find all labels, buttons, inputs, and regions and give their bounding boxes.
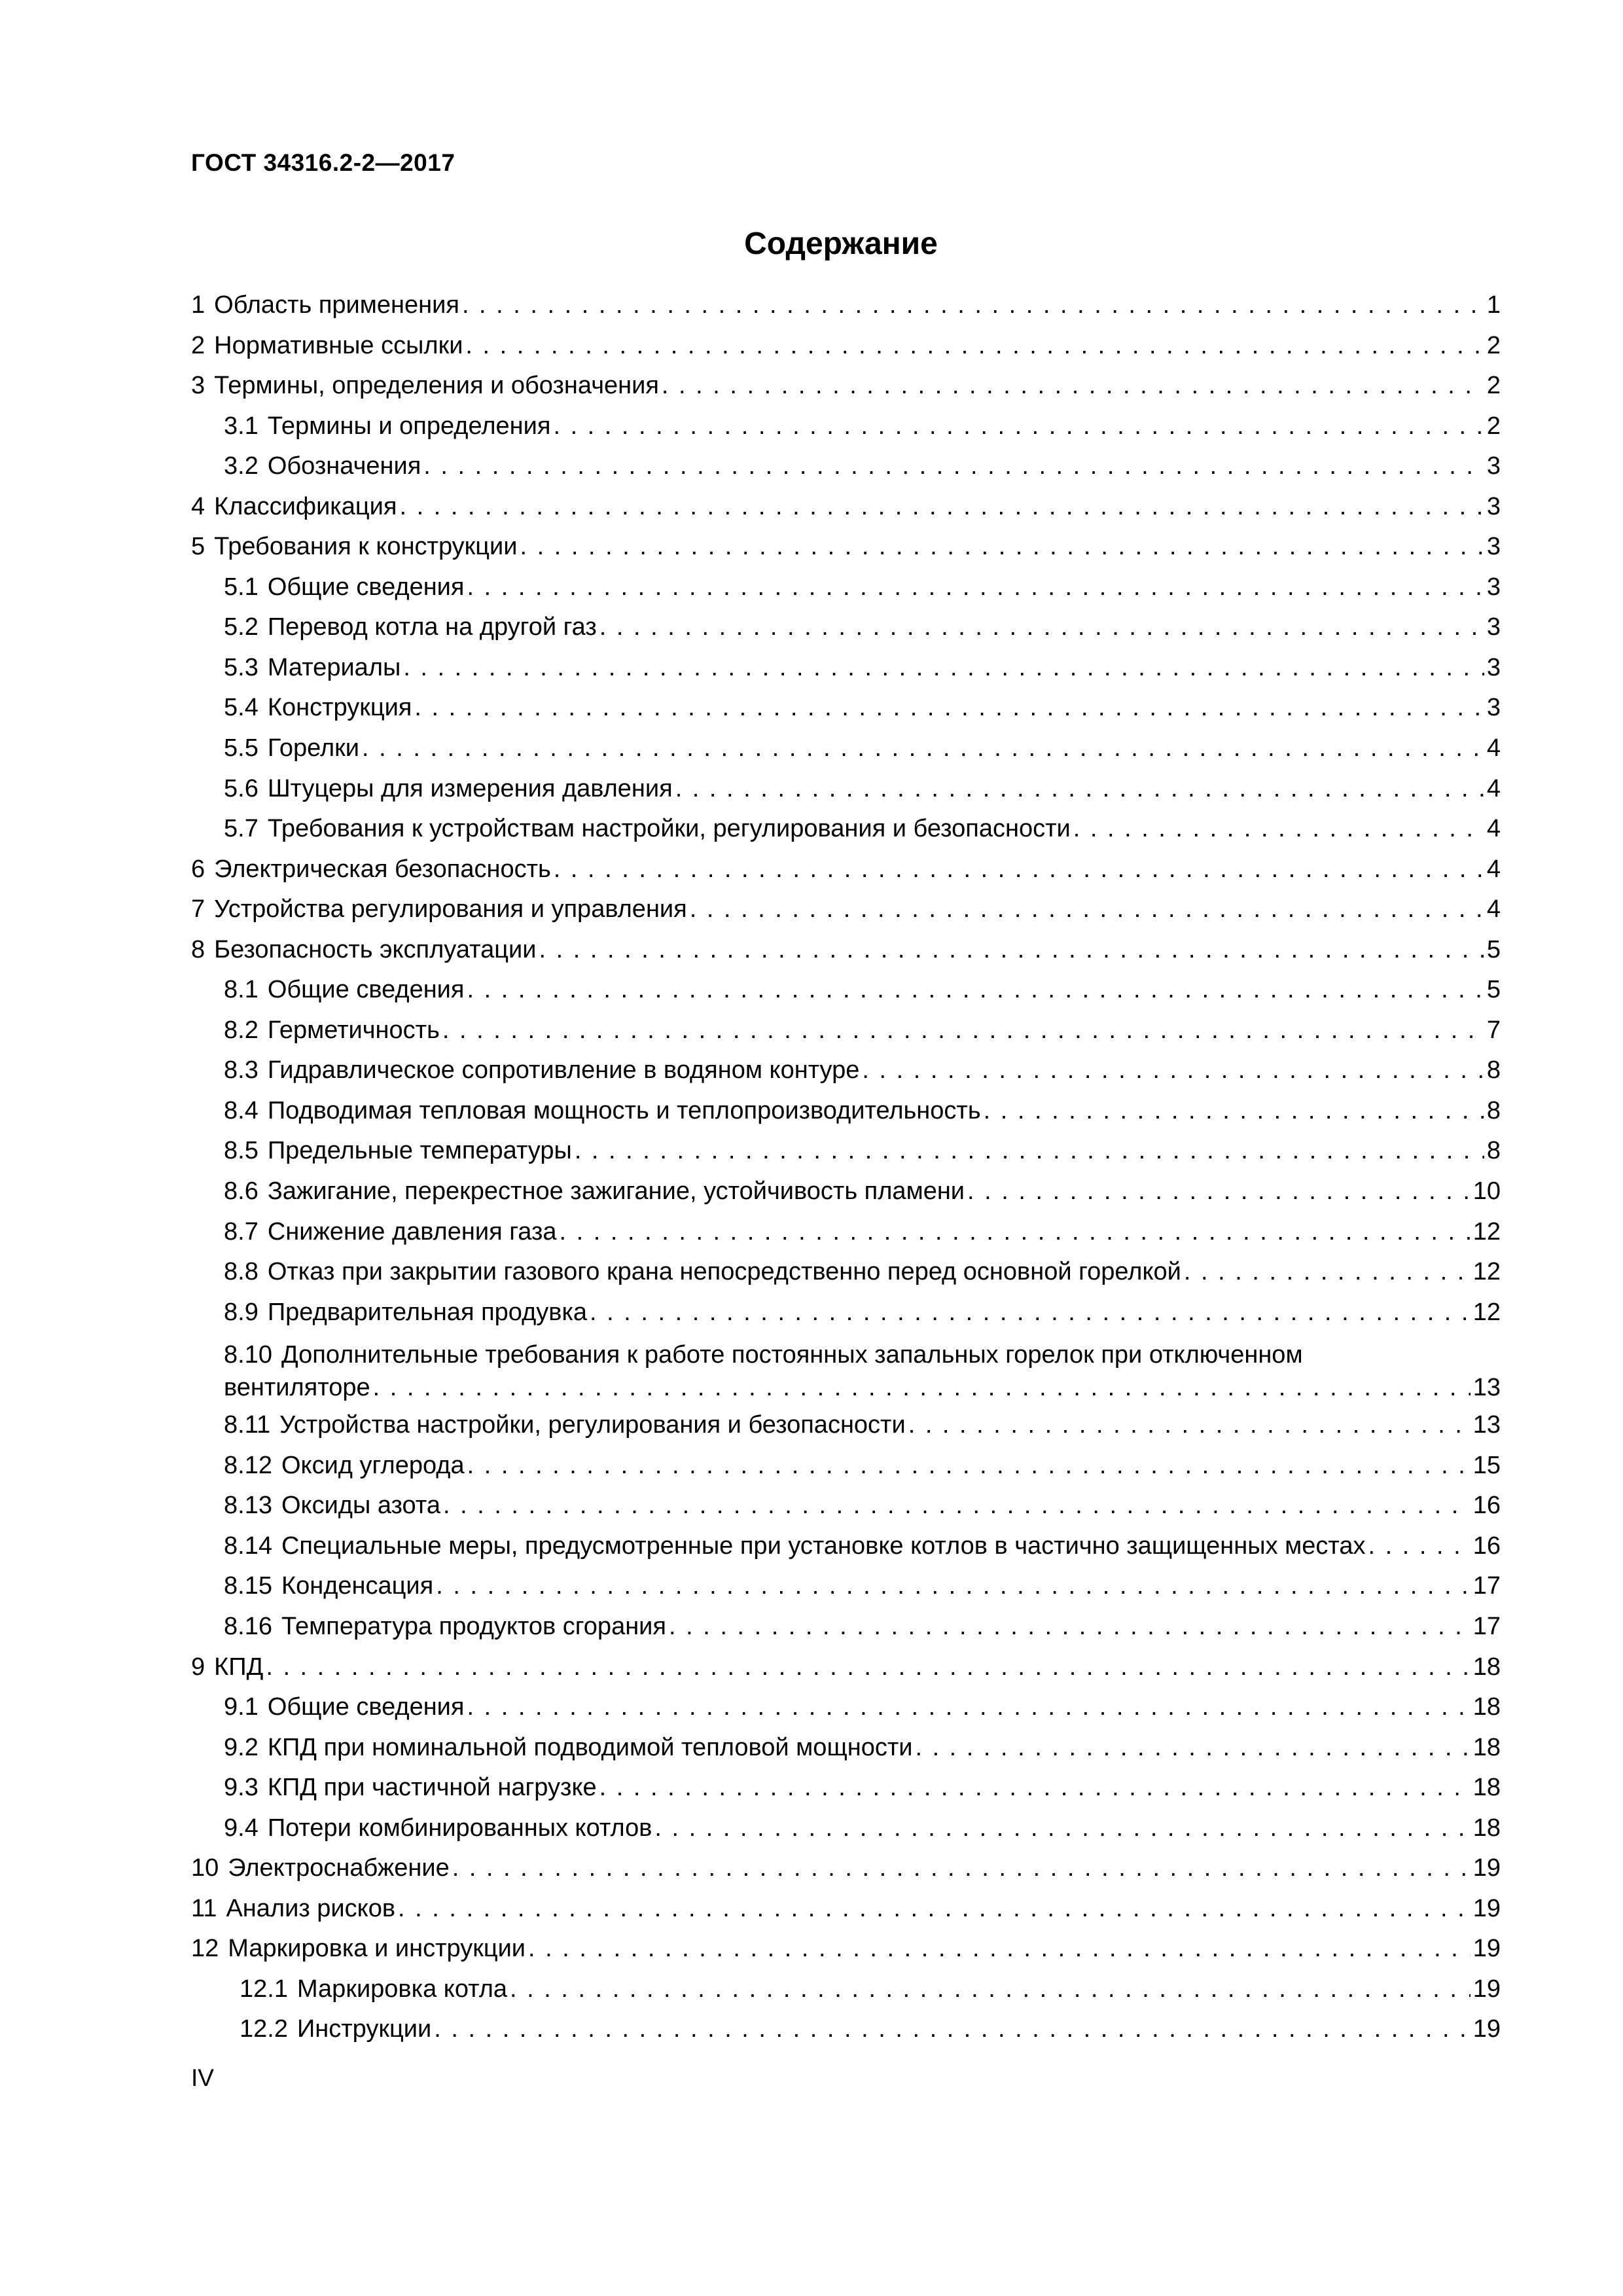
toc-dot-leader xyxy=(414,694,1484,722)
toc-entry-number: 5.3 xyxy=(224,653,259,681)
toc-entry-page: 3 xyxy=(1486,653,1501,681)
page-number: IV xyxy=(191,2064,214,2091)
toc-entry[interactable] xyxy=(191,573,1501,614)
toc-entry-page: 2 xyxy=(1486,372,1501,400)
toc-dot-leader xyxy=(467,573,1484,601)
toc-entry[interactable] xyxy=(191,2015,1501,2056)
toc-title: Содержание xyxy=(744,226,938,261)
toc-entry-number: 2 xyxy=(191,331,205,359)
toc-entry-label: Конструкция xyxy=(267,694,412,722)
toc-entry-page: 5 xyxy=(1486,935,1501,963)
toc-entry-page: 4 xyxy=(1486,855,1501,883)
toc-entry-label: КПД xyxy=(214,1653,264,1681)
toc-entry-page: 3 xyxy=(1486,613,1501,641)
toc-entry-label: Конденсация xyxy=(281,1572,434,1600)
toc-entry-label: Зажигание, перекрестное зажигание, устойчивость пламени xyxy=(267,1177,965,1206)
toc-entry-number: 10 xyxy=(191,1854,219,1882)
toc-entry[interactable] xyxy=(191,1097,1501,1138)
toc-dot-leader xyxy=(575,1137,1484,1165)
toc-entry-page: 7 xyxy=(1486,1016,1501,1044)
toc-entry-page: 4 xyxy=(1486,895,1501,924)
toc-entry[interactable] xyxy=(191,1532,1501,1573)
toc-entry-label: Термины и определения xyxy=(267,412,551,440)
toc-entry[interactable] xyxy=(191,1693,1501,1734)
toc-entry-number: 9.4 xyxy=(224,1814,259,1842)
toc-entry-number: 8.16 xyxy=(224,1612,272,1640)
toc-dot-leader xyxy=(434,2015,1470,2043)
toc-entry-page: 19 xyxy=(1472,1975,1501,2003)
toc-entry-number: 8.6 xyxy=(224,1177,259,1206)
toc-dot-leader xyxy=(690,895,1484,924)
toc-entry-label: Гидравлическое сопротивление в водяном контуре xyxy=(267,1056,860,1085)
toc-entry-page: 13 xyxy=(1472,1374,1501,1402)
toc-entry-number: 12 xyxy=(191,1935,219,1963)
toc-dot-leader xyxy=(662,372,1484,400)
toc-dot-leader xyxy=(862,1056,1484,1085)
toc-dot-leader xyxy=(510,1975,1471,2003)
toc-entry-page: 19 xyxy=(1472,2015,1501,2043)
toc-entry-number: 1 xyxy=(191,291,205,319)
toc-entry-second-line xyxy=(224,1371,1501,1404)
toc-entry-label: Общие сведения xyxy=(267,976,465,1004)
toc-entry-label: Маркировка и инструкции xyxy=(228,1935,526,1963)
toc-dot-leader xyxy=(467,976,1484,1004)
toc-entry-page: 16 xyxy=(1472,1532,1501,1560)
toc-entry-number: 12.1 xyxy=(240,1975,288,2003)
toc-entry[interactable] xyxy=(191,1613,1501,1653)
toc-entry[interactable] xyxy=(191,1653,1501,1694)
toc-entry[interactable] xyxy=(191,1814,1501,1855)
table-of-contents xyxy=(191,291,1501,2056)
toc-entry-page: 18 xyxy=(1472,1653,1501,1681)
toc-entry-number: 11 xyxy=(191,1894,217,1922)
toc-entry-label: Обозначения xyxy=(267,452,421,480)
toc-dot-leader xyxy=(373,1371,1471,1404)
toc-entry-number: 5.2 xyxy=(224,613,259,641)
toc-entry-number: 3.2 xyxy=(224,452,259,480)
toc-entry-number: 9.1 xyxy=(224,1693,259,1721)
toc-entry[interactable] xyxy=(191,775,1501,816)
toc-entry-number: 9.2 xyxy=(224,1733,259,1761)
toc-entry-label: Материалы xyxy=(267,653,401,681)
toc-entry-number: 8.7 xyxy=(224,1217,259,1246)
toc-entry-label: Требования к конструкции xyxy=(214,533,518,561)
toc-dot-leader xyxy=(465,332,1484,360)
toc-entry-label: Устройства регулирования и управления xyxy=(214,895,687,924)
toc-entry[interactable] xyxy=(191,1774,1501,1814)
toc-entry-page: 5 xyxy=(1486,976,1501,1004)
toc-entry-label: Требования к устройствам настройки, регулирования и безопасности xyxy=(267,815,1071,843)
toc-entry[interactable] xyxy=(191,976,1501,1016)
toc-dot-leader xyxy=(436,1572,1471,1600)
toc-entry-label: Герметичность xyxy=(267,1016,440,1044)
toc-entry-number: 5.6 xyxy=(224,774,259,802)
toc-entry-page: 1 xyxy=(1486,291,1501,319)
toc-entry-label: Снижение давления газа xyxy=(267,1217,557,1246)
toc-dot-leader xyxy=(398,1895,1471,1923)
toc-entry-label: Классификация xyxy=(214,492,397,520)
toc-dot-leader xyxy=(403,654,1484,682)
toc-dot-leader xyxy=(560,1218,1471,1246)
toc-entry-label: Общие сведения xyxy=(267,1693,465,1721)
toc-entry-label: Отказ при закрытии газового крана непосредственно перед основной горелкой xyxy=(267,1258,1181,1286)
toc-entry[interactable] xyxy=(191,1572,1501,1613)
toc-entry-label: Потери комбинированных котлов xyxy=(267,1814,652,1842)
toc-entry-number: 3 xyxy=(191,372,205,400)
toc-entry-page: 8 xyxy=(1486,1096,1501,1124)
toc-dot-leader xyxy=(539,936,1484,964)
toc-entry-page: 18 xyxy=(1472,1733,1501,1761)
toc-entry-label: Общие сведения xyxy=(267,573,465,601)
toc-entry[interactable] xyxy=(191,1177,1501,1218)
toc-entry[interactable] xyxy=(191,372,1501,412)
toc-entry-page: 12 xyxy=(1472,1298,1501,1326)
toc-entry-number: 5.5 xyxy=(224,734,259,762)
toc-entry[interactable] xyxy=(191,1734,1501,1774)
toc-entry-number: 3.1 xyxy=(224,412,259,440)
toc-entry-page: 2 xyxy=(1486,331,1501,359)
toc-dot-leader xyxy=(1184,1258,1471,1286)
toc-entry-page: 13 xyxy=(1472,1411,1501,1439)
toc-entry-number: 9 xyxy=(191,1653,205,1681)
toc-entry[interactable] xyxy=(191,1975,1501,2016)
toc-entry-label: Перевод котла на другой газ xyxy=(267,613,597,641)
toc-entry-page: 3 xyxy=(1486,492,1501,520)
toc-entry-label-continued: вентиляторе xyxy=(224,1374,370,1402)
toc-entry-label: Электроснабжение xyxy=(228,1854,450,1882)
toc-dot-leader xyxy=(443,1492,1471,1520)
toc-entry-label: Штуцеры для измерения давления xyxy=(267,774,673,802)
toc-entry-page: 8 xyxy=(1486,1137,1501,1165)
toc-dot-leader xyxy=(908,1411,1471,1439)
toc-entry[interactable] xyxy=(191,694,1501,734)
toc-entry-number: 5.4 xyxy=(224,694,259,722)
toc-entry-page: 19 xyxy=(1472,1894,1501,1922)
toc-entry-label: Электрическая безопасность xyxy=(214,855,551,883)
toc-entry-label: Оксиды азота xyxy=(281,1492,440,1520)
toc-entry[interactable] xyxy=(191,1854,1501,1895)
toc-entry-page: 3 xyxy=(1486,452,1501,480)
toc-entry-page: 18 xyxy=(1472,1814,1501,1842)
toc-entry-label: Маркировка котла xyxy=(296,1975,508,2003)
toc-dot-leader xyxy=(462,291,1484,319)
toc-entry-page: 8 xyxy=(1486,1056,1501,1085)
toc-entry-page: 3 xyxy=(1486,694,1501,722)
toc-entry-first-line xyxy=(224,1338,1501,1371)
toc-entry-label: Предварительная продувка xyxy=(267,1298,588,1326)
toc-dot-leader xyxy=(528,1935,1471,1963)
toc-entry-label: Безопасность эксплуатации xyxy=(214,935,537,963)
toc-entry-number: 8.3 xyxy=(224,1056,259,1085)
toc-entry-number: 8.11 xyxy=(224,1411,271,1439)
toc-entry[interactable] xyxy=(191,734,1501,775)
toc-entry-number: 8.13 xyxy=(224,1492,272,1520)
toc-entry[interactable] xyxy=(191,895,1501,936)
toc-entry-number: 8.2 xyxy=(224,1016,259,1044)
toc-entry-label: Предельные температуры xyxy=(267,1137,572,1165)
toc-entry-label: Подводимая тепловая мощность и теплопроизводительность xyxy=(267,1096,981,1124)
toc-entry-page: 2 xyxy=(1486,412,1501,440)
toc-entry[interactable] xyxy=(191,1137,1501,1177)
toc-dot-leader xyxy=(266,1653,1470,1681)
toc-entry[interactable] xyxy=(191,493,1501,533)
toc-dot-leader xyxy=(654,1814,1470,1842)
toc-entry[interactable] xyxy=(191,1411,1501,1452)
toc-entry-label: Термины, определения и обозначения xyxy=(214,372,659,400)
toc-dot-leader xyxy=(915,1734,1470,1762)
toc-entry-label: Нормативные ссылки xyxy=(214,331,463,359)
toc-entry[interactable] xyxy=(191,654,1501,694)
toc-entry-number: 8.14 xyxy=(224,1532,272,1560)
toc-entry-page: 12 xyxy=(1472,1258,1501,1286)
toc-entry-page: 17 xyxy=(1472,1572,1501,1600)
toc-entry-number: 8.10 xyxy=(224,1341,272,1369)
toc-entry[interactable] xyxy=(191,332,1501,372)
toc-entry-label: Дополнительные требования к работе постоянных запальных горелок при отключенном xyxy=(281,1341,1303,1369)
toc-dot-leader xyxy=(967,1177,1471,1206)
toc-entry-page: 10 xyxy=(1472,1177,1501,1206)
toc-dot-leader xyxy=(1368,1532,1471,1560)
toc-entry-page: 17 xyxy=(1472,1612,1501,1640)
toc-entry-label: Горелки xyxy=(267,734,360,762)
toc-entry[interactable] xyxy=(191,1492,1501,1532)
toc-entry[interactable] xyxy=(191,452,1501,493)
toc-entry-page: 18 xyxy=(1472,1774,1501,1802)
toc-entry-number: 8.5 xyxy=(224,1137,259,1165)
toc-dot-leader xyxy=(675,775,1484,803)
toc-entry-page: 4 xyxy=(1486,815,1501,843)
toc-entry-page: 4 xyxy=(1486,734,1501,762)
toc-entry-number: 5 xyxy=(191,533,205,561)
toc-entry-label: Анализ рисков xyxy=(226,1894,396,1922)
toc-dot-leader xyxy=(520,533,1484,561)
toc-entry-label: Температура продуктов сгорания xyxy=(281,1612,666,1640)
toc-entry-label: Специальные меры, предусмотренные при установке котлов в частично защищенных местах xyxy=(281,1532,1366,1560)
toc-dot-leader xyxy=(467,1452,1471,1480)
toc-entry-label: Оксид углерода xyxy=(281,1451,465,1479)
toc-entry[interactable] xyxy=(191,291,1501,332)
toc-dot-leader xyxy=(442,1016,1484,1045)
toc-entry[interactable] xyxy=(191,1895,1501,1935)
toc-dot-leader xyxy=(590,1299,1471,1327)
toc-entry[interactable] xyxy=(191,412,1501,453)
toc-entry-number: 9.3 xyxy=(224,1774,259,1802)
toc-entry-page: 12 xyxy=(1472,1217,1501,1246)
toc-entry-number: 5.1 xyxy=(224,573,259,601)
toc-entry-page: 19 xyxy=(1472,1854,1501,1882)
toc-dot-leader xyxy=(599,1774,1471,1802)
toc-entry-page: 16 xyxy=(1472,1492,1501,1520)
toc-entry[interactable] xyxy=(191,1452,1501,1492)
toc-entry[interactable] xyxy=(191,1299,1501,1339)
toc-entry-page: 3 xyxy=(1486,573,1501,601)
toc-entry-number: 8.4 xyxy=(224,1096,259,1124)
toc-entry-number: 8.8 xyxy=(224,1258,259,1286)
toc-entry[interactable] xyxy=(191,1016,1501,1057)
toc-entry-number: 4 xyxy=(191,492,205,520)
toc-entry-number: 8.9 xyxy=(224,1298,259,1326)
toc-entry[interactable] xyxy=(191,855,1501,896)
toc-entry-page: 4 xyxy=(1486,774,1501,802)
toc-entry-number: 6 xyxy=(191,855,205,883)
toc-entry-page: 15 xyxy=(1472,1451,1501,1479)
toc-entry-label: КПД при частичной нагрузке xyxy=(267,1774,597,1802)
toc-entry[interactable] xyxy=(191,533,1501,573)
toc-entry[interactable] xyxy=(191,1258,1501,1299)
toc-dot-leader xyxy=(399,493,1484,521)
toc-dot-leader xyxy=(452,1854,1471,1882)
toc-entry[interactable] xyxy=(191,1218,1501,1259)
toc-dot-leader xyxy=(599,613,1484,641)
toc-entry-number: 7 xyxy=(191,895,205,924)
toc-entry-page: 3 xyxy=(1486,533,1501,561)
toc-dot-leader xyxy=(669,1613,1471,1641)
toc-entry[interactable] xyxy=(191,1056,1501,1097)
toc-entry[interactable] xyxy=(191,1935,1501,1975)
toc-entry-number: 8 xyxy=(191,935,205,963)
toc-entry[interactable] xyxy=(191,1338,1501,1411)
toc-entry-number: 8.15 xyxy=(224,1572,272,1600)
toc-dot-leader xyxy=(554,855,1484,884)
toc-dot-leader xyxy=(467,1693,1471,1721)
toc-dot-leader xyxy=(1073,815,1484,843)
toc-dot-leader xyxy=(553,412,1484,440)
toc-dot-leader xyxy=(423,452,1484,480)
toc-entry[interactable] xyxy=(191,936,1501,977)
toc-entry-page: 18 xyxy=(1472,1693,1501,1721)
toc-entry-label: Инструкции xyxy=(296,2015,432,2043)
toc-dot-leader xyxy=(362,734,1484,762)
toc-entry[interactable] xyxy=(191,815,1501,855)
toc-entry-number: 5.7 xyxy=(224,815,259,843)
toc-entry[interactable] xyxy=(191,613,1501,654)
toc-entry-label: Область применения xyxy=(214,291,459,319)
toc-entry-label: Устройства настройки, регулирования и безопасности xyxy=(279,1411,906,1439)
toc-entry-number: 8.12 xyxy=(224,1451,272,1479)
toc-entry-number: 12.2 xyxy=(240,2015,288,2043)
toc-entry-label: КПД при номинальной подводимой тепловой мощности xyxy=(267,1733,913,1761)
toc-entry-number: 8.1 xyxy=(224,976,259,1004)
toc-entry-page: 19 xyxy=(1472,1935,1501,1963)
document-code: ГОСТ 34316.2-2—2017 xyxy=(191,149,455,176)
toc-dot-leader xyxy=(984,1097,1484,1125)
